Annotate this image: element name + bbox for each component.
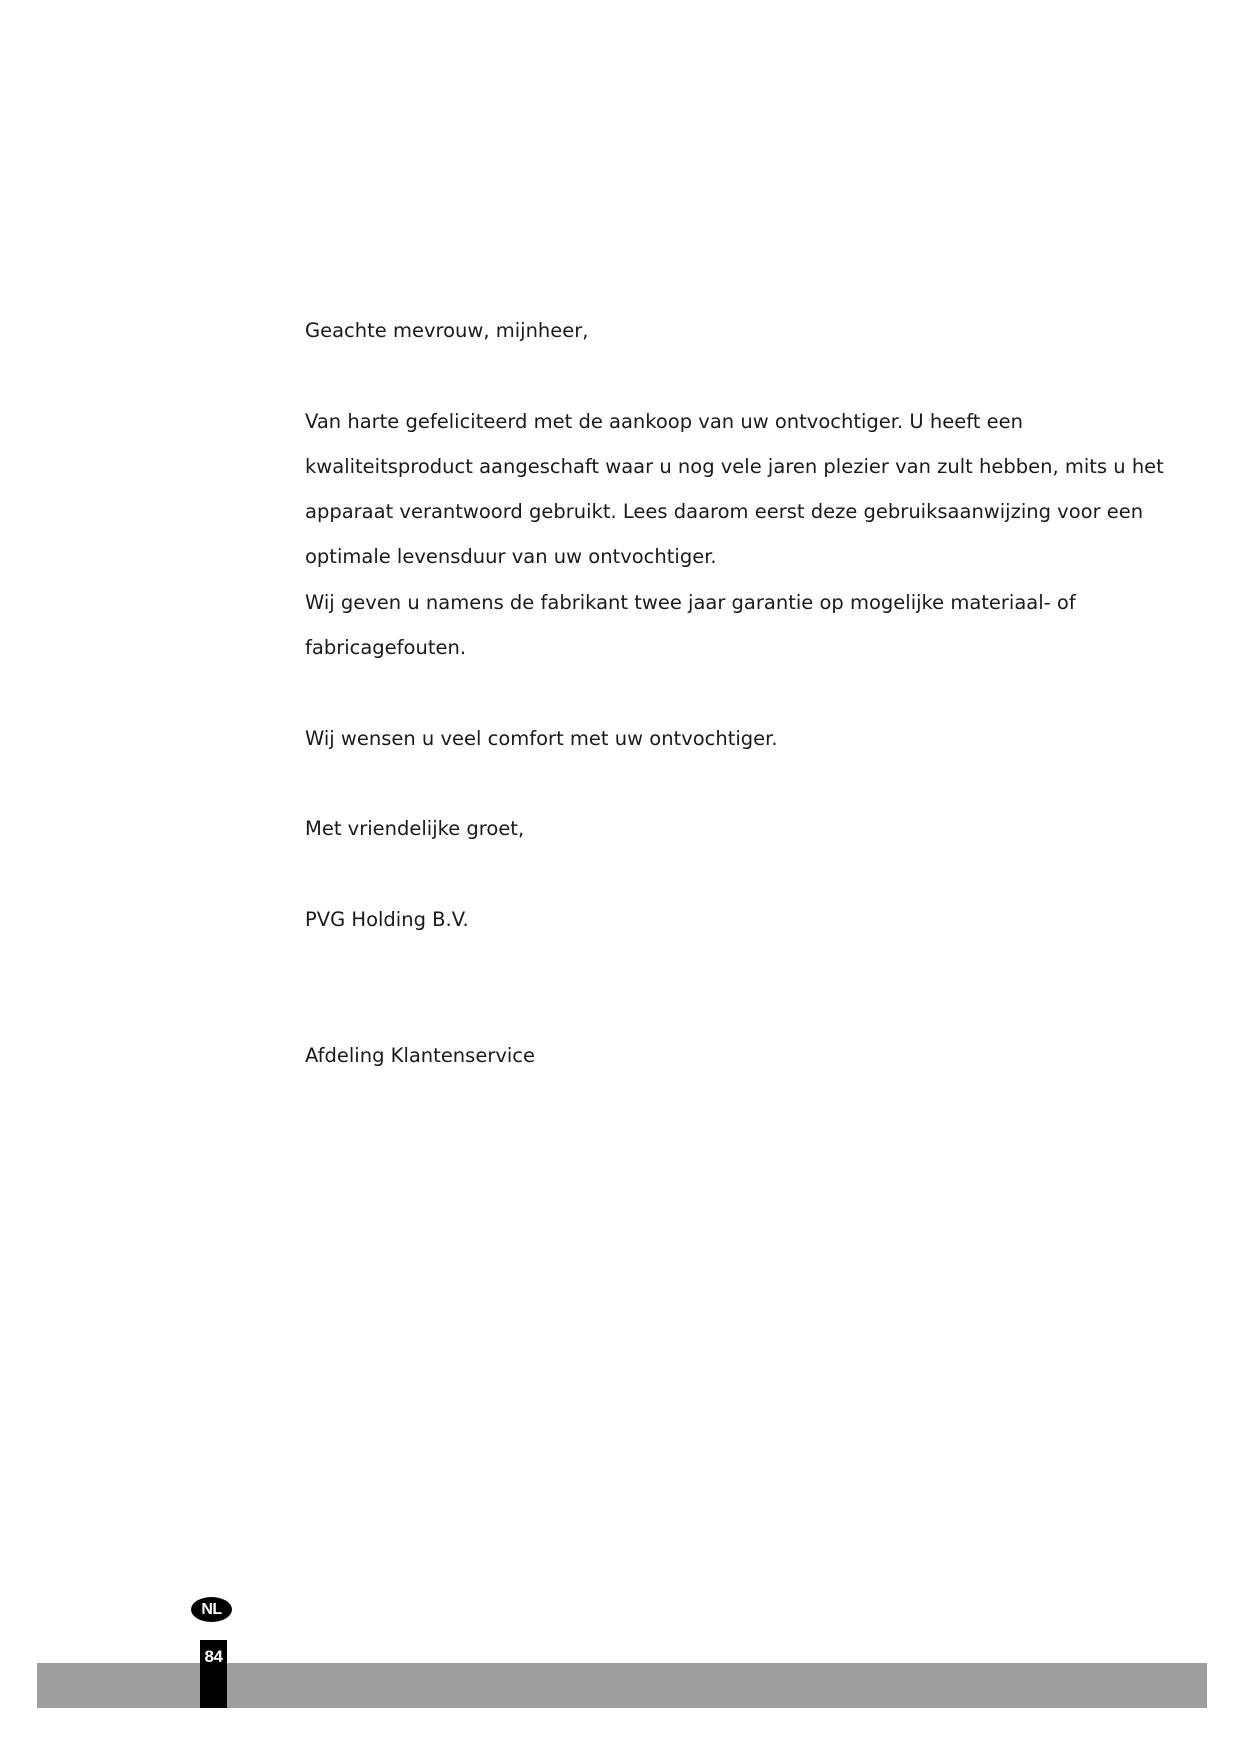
closing-line: Met vriendelijke groet,: [305, 817, 525, 841]
wish-line: Wij wensen u veel comfort met uw ontvochtiger.: [305, 726, 778, 750]
paragraph-1-line-4: optimale levensduur van uw ontvochtiger.: [305, 545, 717, 569]
paragraph-2-line-2: fabricagefouten.: [305, 636, 467, 660]
language-badge: NL: [191, 1597, 232, 1622]
paragraph-2-line-1: Wij geven u namens de fabrikant twee jaar garantie op mogelijke materiaal- of: [305, 590, 1076, 614]
paragraph-1-line-1: Van harte gefeliciteerd met de aankoop van uw ontvochtiger. U heeft een: [305, 409, 1023, 433]
paragraph-1-line-2: kwaliteitsproduct aangeschaft waar u nog vele jaren plezier van zult hebben, mits u het: [305, 454, 1164, 478]
salutation: Geachte mevrouw, mijnheer,: [305, 319, 589, 342]
department-name: Afdeling Klantenservice: [305, 1043, 536, 1067]
paragraph-1-line-3: apparaat verantwoord gebruikt. Lees daarom eerst deze gebruiksaanwijzing voor een: [305, 500, 1144, 524]
letter-body: [305, 308, 1164, 1078]
page-number: 84: [204, 1647, 223, 1666]
company-name: PVG Holding B.V.: [305, 907, 469, 931]
